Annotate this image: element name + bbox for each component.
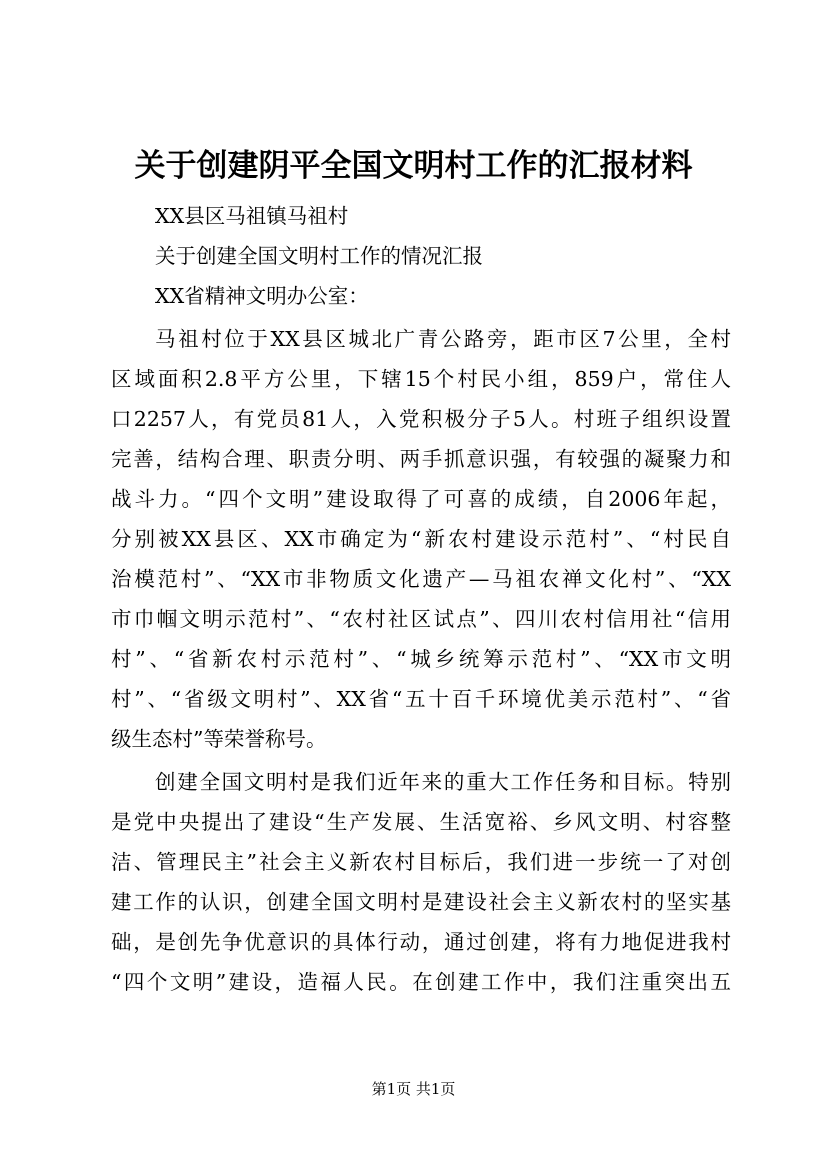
- paragraph-1-line-8: 市巾帼文明示范村”、“农村社区试点”、四川农村信用社“信用: [111, 607, 731, 631]
- paragraph-1-line-10: 村”、“省级文明村”、XX省“五十百千环境优美示范村”、“省: [111, 687, 731, 711]
- document-title: 关于创建阴平全国文明村工作的汇报材料: [134, 148, 693, 184]
- paragraph-1-line-1: 马祖村位于XX县区城北广青公路旁，距市区7公里，全村: [155, 327, 731, 351]
- paragraph-2-line-6: “四个文明”建设，造福人民。在创建工作中，我们注重突出五: [111, 970, 731, 994]
- paragraph-1-line-5: 战斗力。“四个文明”建设取得了可喜的成绩，自2006年起，: [111, 487, 731, 511]
- paragraph-1-line-2: 区域面积2.8平方公里，下辖15个村民小组，859户，常住人: [111, 367, 731, 391]
- paragraph-2-line-1: 创建全国文明村是我们近年来的重大工作任务和目标。特别: [155, 770, 731, 794]
- page-footer: 第1页 共1页: [371, 1080, 456, 1098]
- paragraph-2-line-4: 建工作的认识，创建全国文明村是建设社会主义新农村的坚实基: [111, 890, 731, 914]
- subtitle-line: 关于创建全国文明村工作的情况汇报: [155, 244, 483, 268]
- paragraph-1-line-4: 完善，结构合理、职责分明、两手抓意识强，有较强的凝聚力和: [111, 447, 731, 471]
- paragraph-1-line-6: 分别被XX县区、XX市确定为“新农村建设示范村”、“村民自: [111, 527, 731, 551]
- paragraph-1-line-3: 口2257人，有党员81人，入党积极分子5人。村班子组织设置: [111, 407, 731, 431]
- paragraph-2-line-3: 洁、管理民主”社会主义新农村目标后，我们进一步统一了对创: [111, 850, 731, 874]
- salutation-line: XX省精神文明办公室：: [155, 284, 369, 308]
- paragraph-2-line-2: 是党中央提出了建设“生产发展、生活宽裕、乡风文明、村容整: [111, 810, 731, 834]
- paragraph-1-line-11: 级生态村”等荣誉称号。: [111, 727, 327, 751]
- address-line: XX县区马祖镇马祖村: [155, 204, 349, 228]
- paragraph-2-line-5: 础，是创先争优意识的具体行动，通过创建，将有力地促进我村: [111, 930, 731, 954]
- paragraph-1-line-7: 治模范村”、“XX市非物质文化遗产—马祖农禅文化村”、“XX: [111, 567, 731, 591]
- paragraph-1-line-9: 村”、“省新农村示范村”、“城乡统筹示范村”、“XX市文明: [111, 647, 731, 671]
